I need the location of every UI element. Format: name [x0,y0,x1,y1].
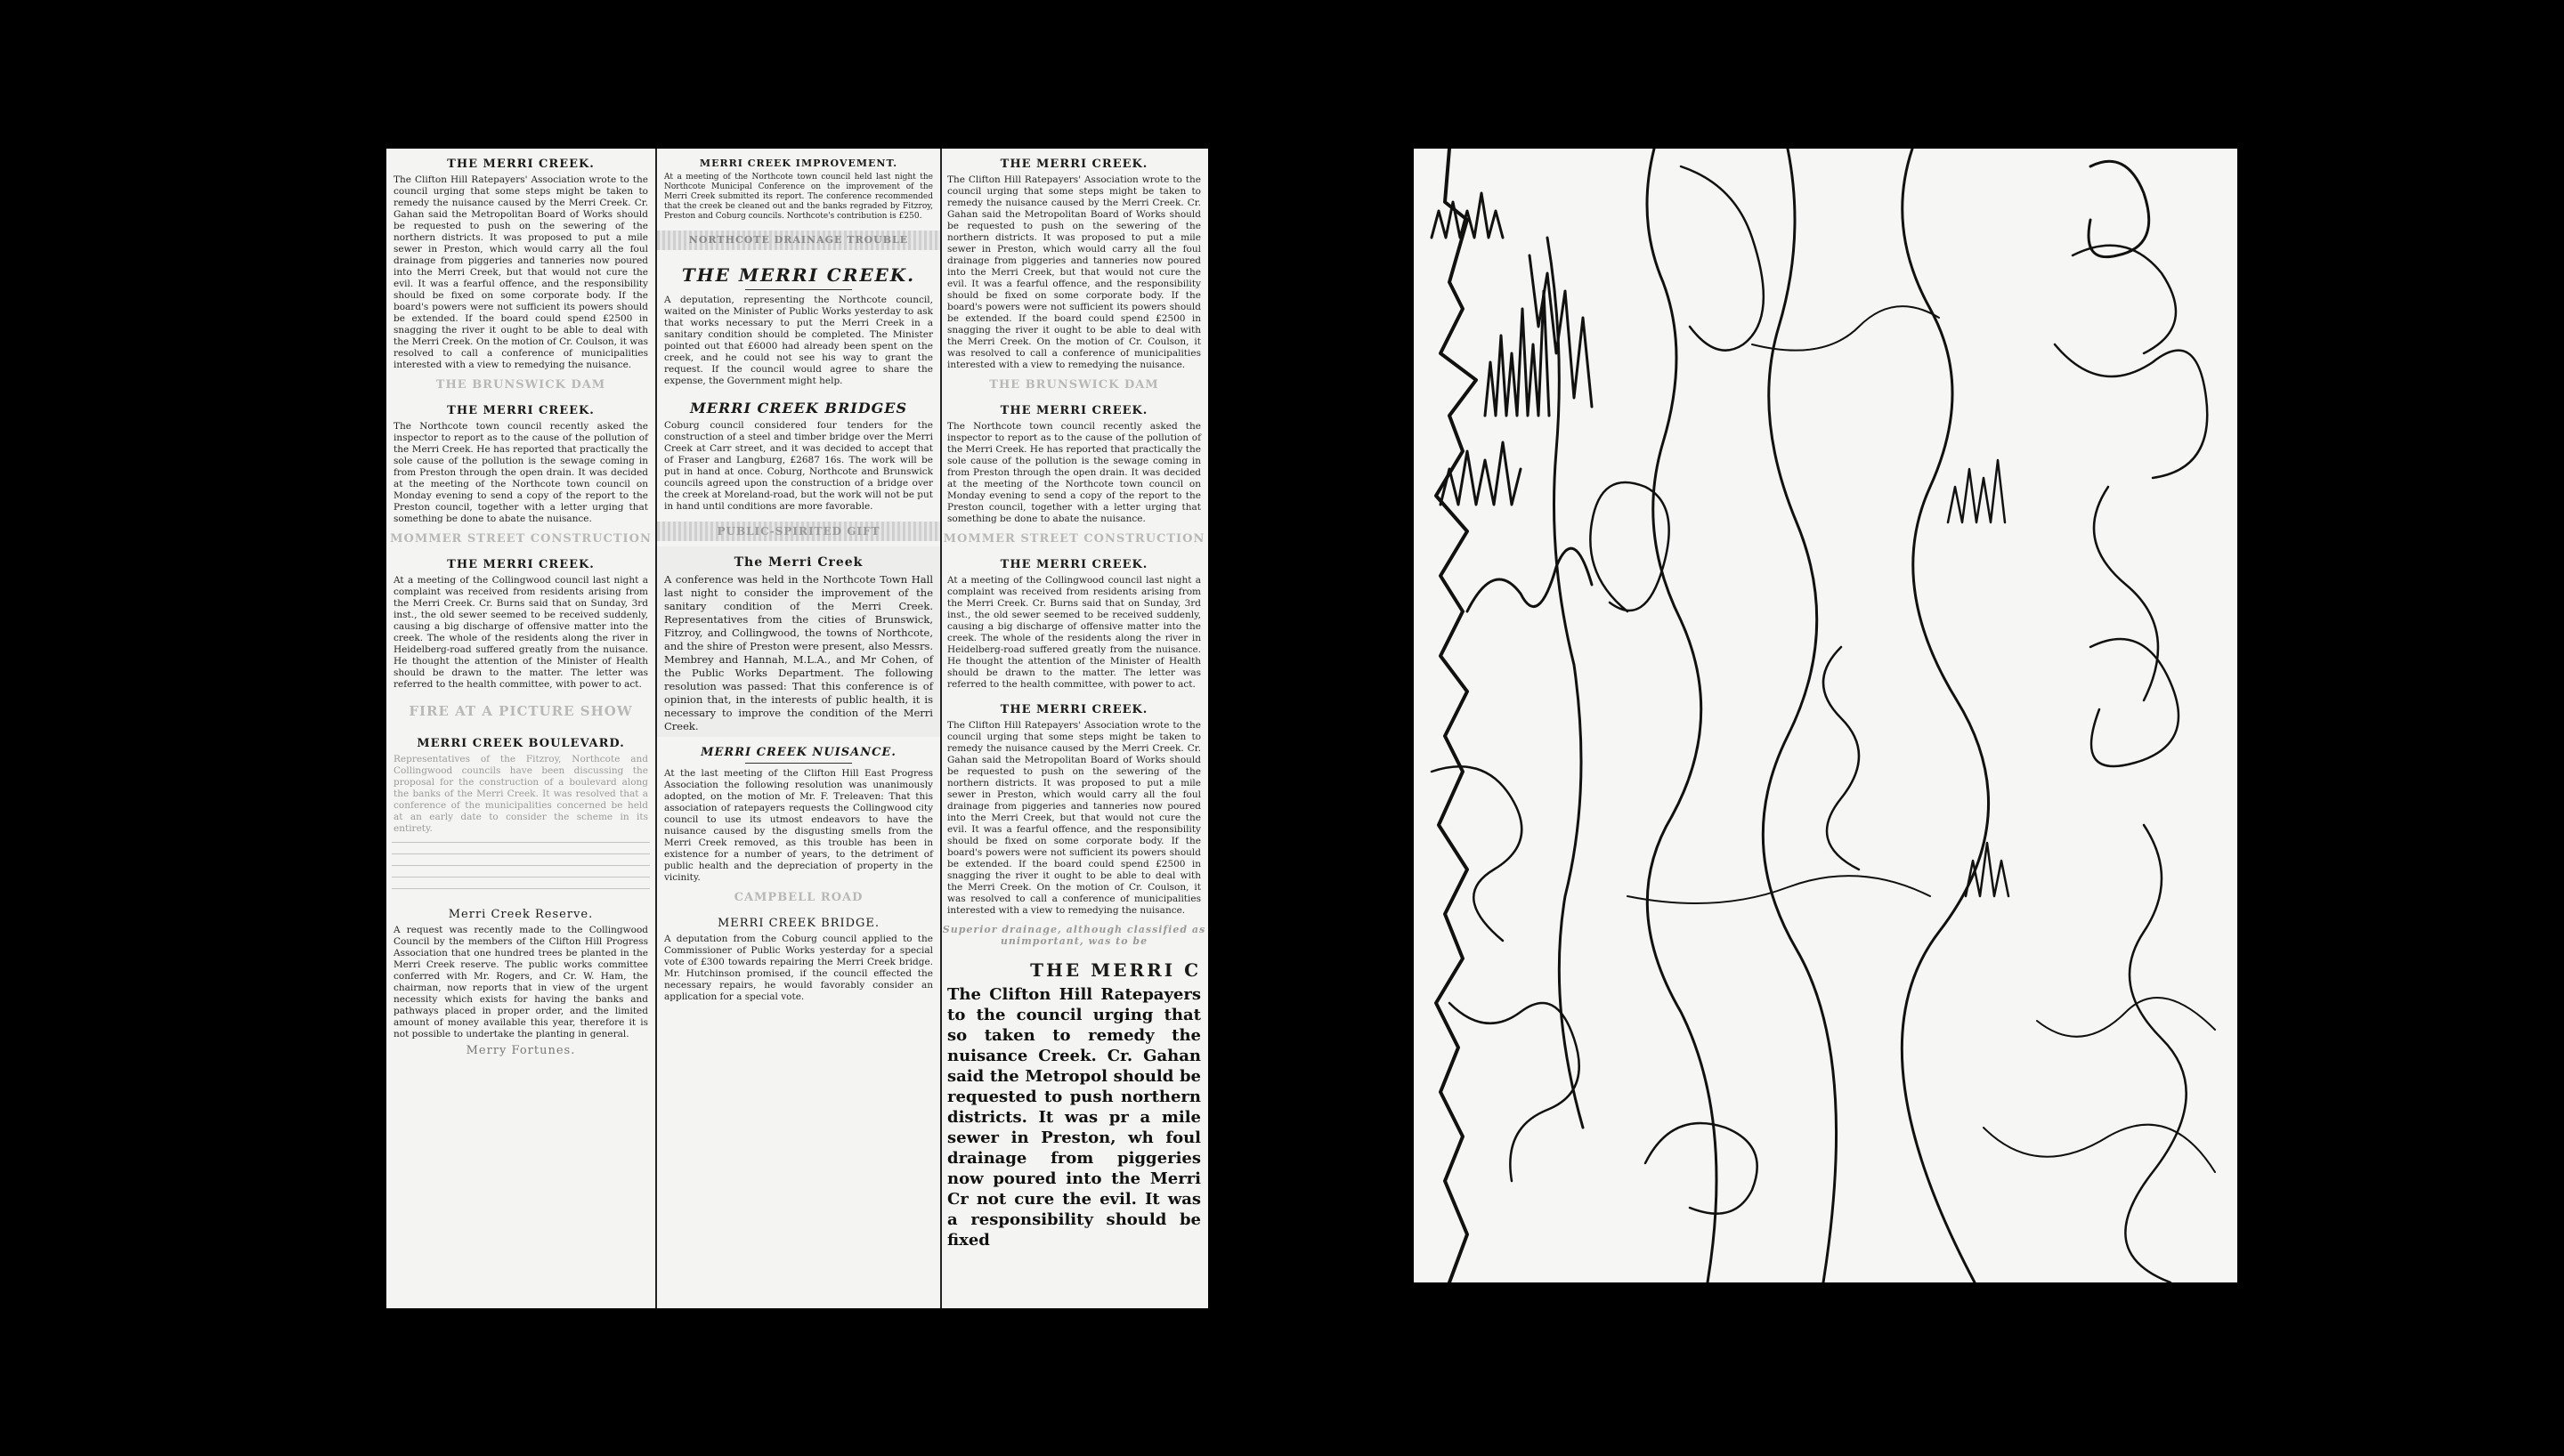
faded-headline: Superior drainage, although classified as unimportant, was to be [942,924,1206,947]
clipping-headline: THE MERRI CREEK. [681,264,916,286]
scribble-stroke [1966,843,2008,896]
faded-headline: MOMMER STREET CONSTRUCTION [943,532,1205,546]
clipping-headline: THE MERRI CREEK. [1000,158,1148,171]
scribble-stroke [1436,149,1476,1282]
clipping-article [940,149,1208,375]
clipping-article [940,694,1208,920]
clipping-body: Representatives of the Fitzroy, Northcote and Collingwood councils have been discussing the proposal for the construction of a boulevard along the banks of the Merri Creek. It was resolved that a conference of the municipalities concerned be held at an early date to consider the scheme in its entirety. [394,754,648,834]
clipping-body: The Northcote town council recently asked the inspector to report as to the cause of the pollution of the Merri Creek. He has reported that practically the sole cause of the pollution is the sewage coming in from Preston through the open drain. It was decided at the meeting of the Northcote town council on Monday evening to send a copy of the report to the Preston council, together with a letter urging that something be done to abate the nuisance. [394,421,648,524]
scribble-stroke [2125,825,2186,1282]
scribble-stroke [1948,460,2005,522]
clipping-headline: Merri Creek Reserve. [448,908,594,921]
scribble-stroke [1902,149,1988,1282]
clipping-article [657,546,940,737]
headline-rule [745,763,853,764]
clipping-body: The Clifton Hill Ratepayers to the council urging that so taken to remedy the nuisance Creek. Cr. Gahan said the Metropol should be requested to push northern districts. It was pr a mile sewer in Preston, wh foul drainage from piggeries now poured into the Merri Cr not cure the evil. It was a responsibility should be fixed [947,985,1201,1250]
faded-band [657,522,940,541]
clipping-body: A request was recently made to the Collingwood Council by the members of the Clifton Hill Progress Association that one hundred trees be planted in the Merri Creek reserve. The public works committee conferred with Mr. Rogers, and Cr. W. Ham, the chairman, now reports that in view of the urgent necessity which exists for having the banks and pathways placed in proper order, and the limited amount of money available this year, therefore it is not possible to undertake the planting in general. [394,925,648,1039]
clipping-article [386,549,655,694]
clipping-headline: THE MERRI CREEK. [1000,404,1148,417]
clipping-body: A deputation, representing the Northcote council, waited on the Minister of Public Works yesterday to ask that works necessary to put the Merri Creek in a sanitary condition should be completed. The Minister pointed out that £6000 had already been spent on the creek, and he could not see his way to grant the request. If the council would agree to share the expense, the Government might help. [664,295,933,386]
scribble-stroke [1681,166,1764,351]
clipping-headline: MERRI CREEK BRIDGE. [717,917,880,930]
clipping-body: The Clifton Hill Ratepayers' Association wrote to the council urging that some steps might be taken to remedy the nuisance caused by the Merri Creek. Cr. Gahan said the Metropolitan Board of Works should be requested to push on the sewering of the northern districts. It was proposed to put a mile sewer in Preston, which would carry all the foul drainage from piggeries and tanneries now poured into the Merri Creek, but that would not cure the evil. It was a fearful offence, and the responsibility should be fixed on some corporate body. If the board's powers were not sufficient its powers should be extended. If the board could spend £2500 in snagging the river it ought to be able to deal with the Merri Creek. On the motion of Cr. Coulson, it was resolved to call a conference of municipalities interested with a view to remedying the nuisance. [394,174,648,370]
clipping-article [657,391,940,516]
clipping-body: The Clifton Hill Ratepayers' Association wrote to the council urging that some steps might be taken to remedy the nuisance caused by the Merri Creek. Cr. Gahan said the Metropolitan Board of Works should be requested to push on the sewering of the northern districts. It was proposed to put a mile sewer in Preston, which would carry all the foul drainage from piggeries and tanneries now poured into the Merri Creek, but that would not cure the evil. It was a fearful offence, and the responsibility should be fixed on some corporate body. If the board's powers were not sufficient its powers should be extended. If the board could spend £2500 in snagging the river it ought to be able to deal with the Merri Creek. On the motion of Cr. Coulson, it was resolved to call a conference of municipalities interested with a view to remedying the nuisance. [947,720,1201,916]
collage-column-3 [940,149,1208,1308]
scribble-stroke [1467,548,1592,611]
scribble-stroke [2094,487,2158,700]
collage-column-1 [386,149,655,1308]
ink-scribble-artwork [1414,149,2237,1282]
faded-band [657,231,940,250]
scribble-stroke [1984,1125,2215,1172]
faded-headline: NORTHCOTE DRAINAGE TROUBLE [688,234,909,246]
faded-headline: THE BRUNSWICK DAM [989,378,1159,392]
headline-rule [745,289,853,290]
clipping-article [657,737,940,887]
clipping-article [657,149,940,225]
newspaper-collage [386,149,1208,1308]
clipping-article [940,549,1208,694]
clipping-headline: The Merri Creek [734,555,864,570]
clipping-headline: THE MERRI CREEK. [1000,558,1148,571]
clipping-headline: MERRI CREEK BOULEVARD. [417,737,625,750]
clipping-article [386,149,655,375]
clipping-body: A conference was held in the Northcote Town Hall last night to consider the improvement of the sanitary condition of the Merri Creek. Representatives from the cities of Brunswick, Fitzroy, and Collingwood, the towns of Northcote, and the shire of Preston were present, also Messrs. Membrey and Hannah, M.L.A., and Mr Cohen, of the Public Works Department. The following resolution was passed: That this conference is of opinion that, in the interests of public health, it is necessary to improve the condition of the Merri Creek. [664,573,933,732]
clipping-body: The Northcote town council recently asked the inspector to report as to the cause of the pollution of the Merri Creek. He has reported that practically the sole cause of the pollution is the sewage coming in from Preston through the open drain. It was decided at the meeting of the Northcote town council on Monday evening to send a copy of the report to the Preston council, together with a letter urging that something be done to abate the nuisance. [947,421,1201,524]
scribble-stroke [2037,998,2215,1037]
clipping-body: At the last meeting of the Clifton Hill East Progress Association the following resolution was unanimously adopted, on the motion of Mr. F. Treleaven: That this association of ratepayers requests the Collingwood city council to use its utmost endeavors to have the nuisance caused by the disgusting smells from the Merri Creek removed, as this trouble has been in existence for a number of years, to the detriment of public health and the depreciation of property in the vicinity. [664,768,933,883]
clipping-article [940,395,1208,529]
clipping-headline: THE MERRI CREEK. [1000,703,1148,716]
clipping-headline: THE MERRI CREEK. [447,158,595,171]
scribble-stroke [1823,647,1859,870]
faded-headline: CAMPBELL ROAD [734,891,864,904]
scribble-stroke [1432,193,1503,238]
clipping-body: The Clifton Hill Ratepayers' Association wrote to the council urging that some steps might be taken to remedy the nuisance caused by the Merri Creek. Cr. Gahan said the Metropolitan Board of Works should be requested to push on the sewering of the northern districts. It was proposed to put a mile sewer in Preston, which would carry all the foul drainage from piggeries and tanneries now poured into the Merri Creek, but that would not cure the evil. It was a fearful offence, and the responsibility should be fixed on some corporate body. If the board's powers were not sufficient its powers should be extended. If the board could spend £2500 in snagging the river it ought to be able to deal with the Merri Creek. On the motion of Cr. Coulson, it was resolved to call a conference of municipalities interested with a view to remedying the nuisance. [947,174,1201,370]
faded-headline: MOMMER STREET CONSTRUCTION [390,532,652,546]
scribble-stroke [1763,149,1836,1282]
clipping-body: At a meeting of the Northcote town council held last night the Northcote Municipal Conference on the improvement of the Merri Creek submitted its report. The conference recommended that the creek be cleaned out and the banks regraded by Fitzroy, Preston and Coburg councils. Northcote's contribution is £250. [664,173,933,221]
faded-headline: PUBLIC-SPIRITED GIFT [717,525,880,538]
scribble-stroke [1645,1123,1757,1214]
clipping-headline: MERRI CREEK NUISANCE. [701,746,897,759]
clipping-headline: THE MERRI CREEK. [447,404,595,417]
scribble-stroke [1485,291,1549,416]
clipping-headline: Merry Fortunes. [466,1044,576,1057]
clipping-headline: MERRI CREEK BRIDGES [689,400,908,417]
illegible-text-block [392,842,650,895]
faded-headline: THE BRUNSWICK DAM [435,378,606,392]
clipping-body: Coburg council considered four tenders for the construction of a steel and timber bridge over the Merri Creek at Carr street, and it was decided to accept that of Fraser and Langburg, £2687 16s. The work will be put in hand at once. Coburg, Northcote and Brunswick councils agreed upon the construction of a bridge over the creek at Moreland-road, but the work will not be put in hand until conditions are more favorable. [664,420,933,512]
clipping-article [940,950,1208,1254]
scribble-stroke [2055,344,2207,478]
scribble-stroke [1440,442,1521,505]
clipping-body: A deputation from the Coburg council applied to the Commissioner of Public Works yesterday for a special vote of £300 towards repairing the Merri Creek bridge. Mr. Hutchinson promised, if the council effected the necessary repairs, he would favorably consider an application for a special vote. [664,934,933,1002]
faded-headline: FIRE AT A PICTURE SHOW [409,703,633,719]
clipping-article [657,908,940,1007]
scribble-stroke [2073,246,2176,353]
clipping-headline: THE MERRI C [1030,959,1201,981]
clipping-article [657,255,940,391]
abstract-line-drawing [1414,149,2237,1282]
clipping-body: At a meeting of the Collingwood council last night a complaint was received from residents arising from the Merri Creek. Cr. Burns said that on Sunday, 3rd inst., the old sewer seemed to be received suddenly, causing a big discharge of offensive matter into the creek. The whole of the residents along the river in Heidelberg-road suffered greatly from the nuisance. He thought the attention of the Minister of Health should be drawn to the matter. The letter was referred to the health committee, with power to act. [947,575,1201,690]
scribble-stroke [2089,161,2149,256]
scribble-stroke [1627,876,1930,903]
clipping-article [386,899,655,1064]
clipping-headline: THE MERRI CREEK. [447,558,595,571]
scribble-stroke [1752,306,1939,351]
scribble-stroke [1449,1003,1579,1181]
scribble-stroke [2090,639,2179,766]
clipping-article [386,728,655,838]
clipping-headline: MERRI CREEK IMPROVEMENT. [699,158,898,169]
clipping-article [386,395,655,529]
clipping-body: At a meeting of the Collingwood council last night a complaint was received from residents arising from the Merri Creek. Cr. Burns said that on Sunday, 3rd inst., the old sewer seemed to be received suddenly, causing a big discharge of offensive matter into the creek. The whole of the residents along the river in Heidelberg-road suffered greatly from the nuisance. He thought the attention of the Minister of Health should be drawn to the matter. The letter was referred to the health committee, with power to act. [394,575,648,690]
scribble-stroke [1647,149,1716,1282]
collage-column-2 [657,149,940,1308]
